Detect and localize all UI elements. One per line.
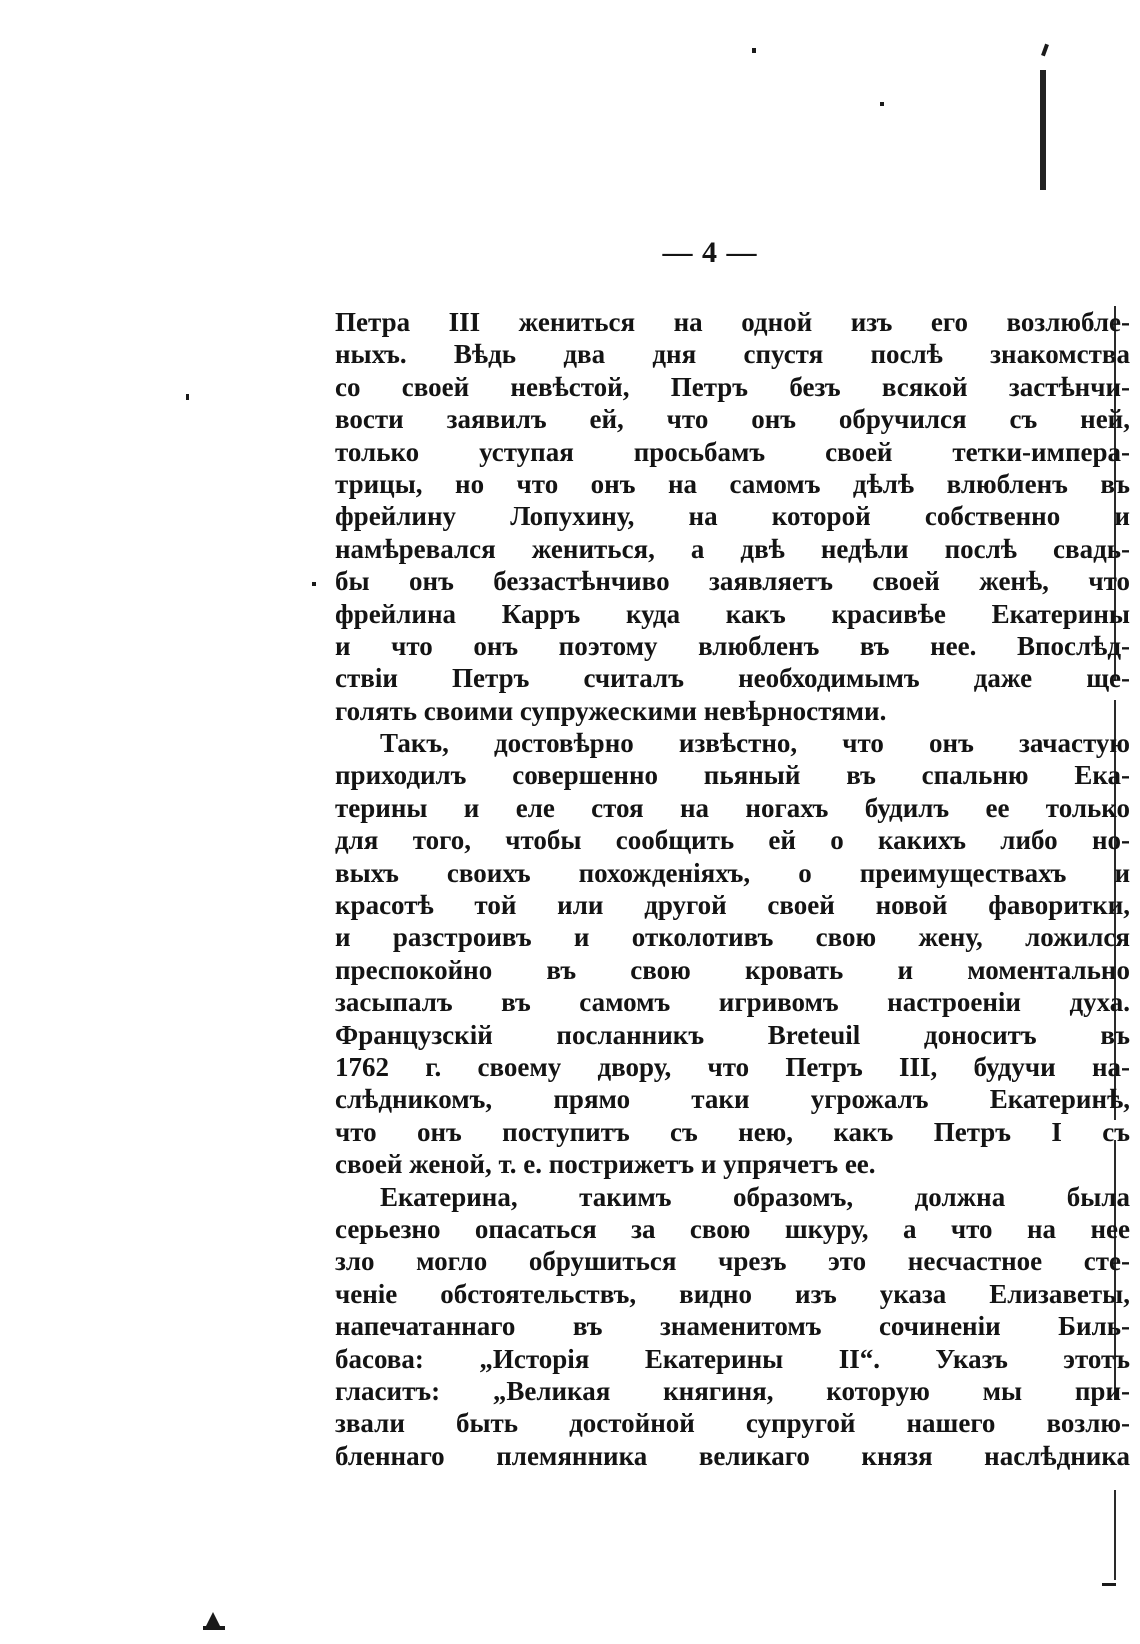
text-line: и что онъ поэтому влюбленъ въ нее. Впослѣд- (335, 630, 1130, 661)
text-line: своей женой, т. е. пострижетъ и упрячетъ ее. (335, 1149, 876, 1180)
text-line: ствіи Петръ считалъ необходимымъ даже ще- (335, 663, 1130, 694)
text-line: зло могло обрушиться чрезъ это несчастное сте- (335, 1246, 1130, 1277)
text-line: Петра III жениться на одной изъ его возлюбле- (335, 307, 1130, 337)
page-number: — 4 — (662, 236, 758, 269)
text-line: ченіе обстоятельствъ, видно изъ указа Елизаветы, (335, 1278, 1130, 1309)
text-line: терины и еле стоя на ногахъ будилъ ее только (335, 792, 1130, 823)
text-line: засыпалъ въ самомъ игривомъ настроеніи духа. (335, 987, 1130, 1018)
text-line: намѣревался жениться, а двѣ недѣли послѣ свадь- (335, 533, 1130, 564)
paragraph-3 (335, 1181, 1130, 1473)
scan-edge-rule (1114, 1490, 1116, 1580)
text-line: слѣдникомъ, прямо таки угрожалъ Екатеринѣ, (335, 1084, 1130, 1115)
paragraph-1 (335, 306, 1130, 727)
scan-speck (752, 48, 756, 53)
scan-speck (880, 102, 884, 106)
scan-speck (312, 582, 316, 586)
text-line: звали быть достойной супругой нашего возлю- (335, 1408, 1130, 1439)
text-line: что онъ поступитъ съ нею, какъ Петръ I съ (335, 1116, 1130, 1147)
text-line: бленнаго племянника великаго князя наслѣдника (335, 1440, 1130, 1471)
text-line: серьезно опасаться за свою шкуру, а что на нее (335, 1213, 1130, 1244)
text-line: трицы, но что онъ на самомъ дѣлѣ влюбленъ въ (335, 468, 1130, 499)
scan-speck (1102, 1583, 1116, 1586)
text-line: вости заявилъ ей, что онъ обручился съ ней, (335, 404, 1130, 435)
body-text (335, 306, 1130, 1472)
scan-speck (186, 394, 189, 400)
text-line: бы онъ беззастѣнчиво заявляетъ своей женѣ, что (335, 566, 1130, 597)
text-line: Такъ, достовѣрно извѣстно, что онъ зачастую (380, 728, 1130, 759)
text-line: для того, чтобы сообщить ей о какихъ либо но- (335, 825, 1130, 856)
scan-speck (1041, 44, 1049, 57)
text-line: со своей невѣстой, Петръ безъ всякой застѣнчи- (335, 371, 1130, 402)
text-line: и разстроивъ и отколотивъ свою жену, ложился (335, 922, 1130, 953)
paragraph-2 (335, 727, 1130, 1180)
text-line: 1762 г. своему двору, что Петръ III, будучи на- (335, 1051, 1130, 1082)
text-line: гласитъ: „Великая княгиня, которую мы при- (335, 1375, 1130, 1406)
text-line: только уступая просьбамъ своей тетки-импера- (335, 436, 1130, 467)
text-line: красотѣ той или другой своей новой фаворитки, (335, 890, 1130, 921)
text-line: Екатерина, такимъ образомъ, должна была (380, 1181, 1130, 1212)
text-line: напечатаннаго въ знаменитомъ сочиненіи Биль- (335, 1311, 1130, 1342)
text-line: ныхъ. Вѣдь два дня спустя послѣ знакомства (335, 339, 1130, 370)
scan-edge-mark (1040, 70, 1046, 190)
text-line: фрейлину Лопухину, на которой собственно и (335, 501, 1130, 532)
text-line: выхъ своихъ похожденіяхъ, о преимуществахъ и (335, 857, 1130, 888)
text-line: преспокойно въ свою кровать и моментально (335, 954, 1130, 985)
text-line: басова: „Исторія Екатерины II“. Указъ этотъ (335, 1343, 1130, 1374)
text-line: Французскій посланникъ Breteuil доноситъ въ (335, 1019, 1130, 1050)
text-line: приходилъ совершенно пьяный въ спальню Ека- (335, 760, 1130, 791)
text-line: голять своими супружескими невѣрностями. (335, 695, 887, 726)
text-line: фрейлина Карръ куда какъ красивѣе Екатерины (335, 598, 1130, 629)
scan-corner-bar (203, 1626, 225, 1630)
